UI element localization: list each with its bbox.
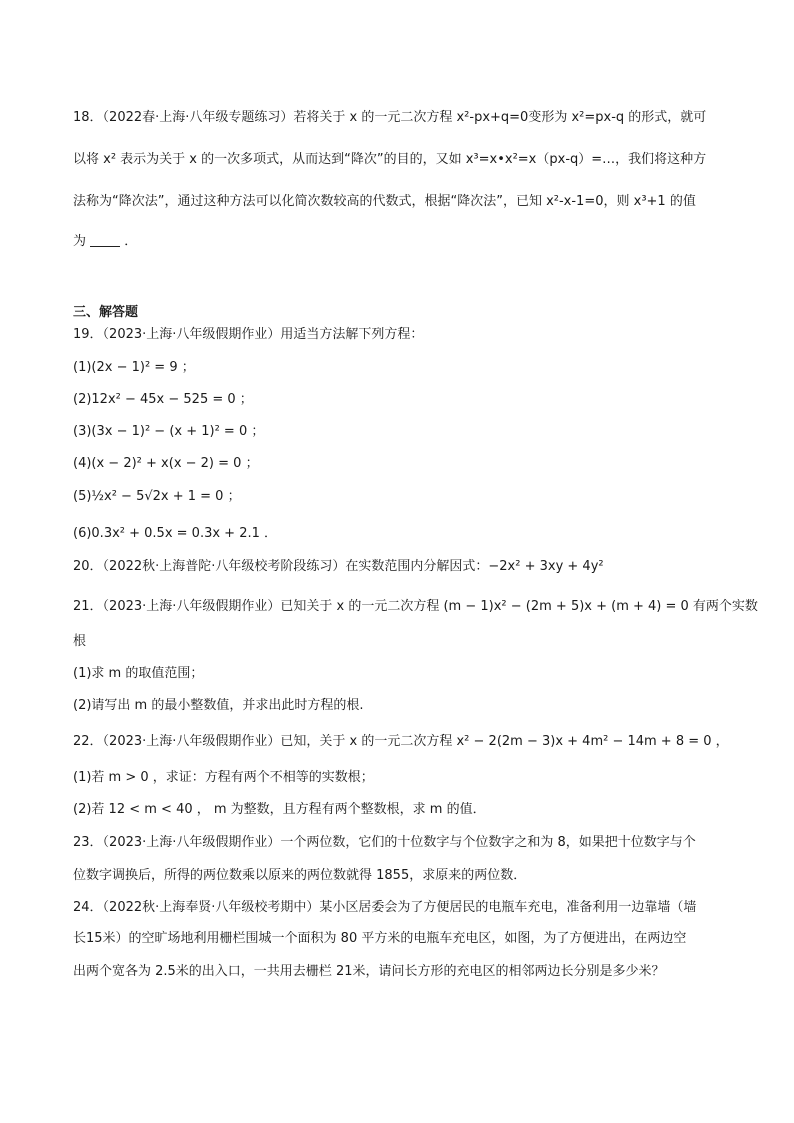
- q18-line-3: 法称为“降次法”，通过这种方法可以化简次数较高的代数式，根据“降次法”，已知 x²-x-1=0，则 x³+1 的值: [73, 194, 696, 209]
- q19-stem: 19．（2023·上海·八年级假期作业）用适当方法解下列方程：: [73, 327, 424, 342]
- q18-line-4-prefix: 为: [73, 234, 87, 249]
- q19-item-3: (3)(3x − 1)² − (x + 1)² = 0 ；: [73, 424, 265, 439]
- q19-item-4: (4)(x − 2)² + x(x − 2) = 0 ；: [73, 456, 259, 471]
- q20-stem: 20．（2022秋·上海普陀·八年级校考阶段练习）在实数范围内分解因式：−2x² + 3xy + 4y²: [73, 559, 604, 574]
- q19-item-5: (5)½x² − 5√2x + 1 = 0 ；: [73, 489, 241, 504]
- q24-line-2: 长15米）的空旷场地利用栅栏围城一个面积为 80 平方米的电瓶车充电区，如图，为了方便进出，在两边空: [73, 931, 687, 946]
- q19-item-2: (2)12x² − 45x − 525 = 0 ；: [73, 392, 253, 407]
- q21-line-1: 21．（2023·上海·八年级假期作业）已知关于 x 的一元二次方程 (m − 1)x² − (2m + 5)x + (m + 4) = 0 有两个实数: [73, 599, 758, 614]
- q24-line-1: 24．（2022秋·上海奉贤·八年级校考期中）某小区居委会为了方便居民的电瓶车充电，准备利用一边靠墙（墙: [73, 900, 697, 915]
- q22-line-1: 22．（2023·上海·八年级假期作业）已知，关于 x 的一元二次方程 x² − 2(2m − 3)x + 4m² − 14m + 8 = 0 ，: [73, 734, 729, 749]
- q21-sub-2: (2)请写出 m 的最小整数值，并求出此时方程的根.: [73, 698, 364, 713]
- q22-sub-1: (1)若 m > 0 ，求证：方程有两个不相等的实数根；: [73, 770, 374, 785]
- q18-line-2: 以将 x² 表示为关于 x 的一次多项式，从而达到“降次”的目的，又如 x³=x•x²=x（px-q）=…，我们将这种方: [73, 152, 707, 167]
- section-title: 三、解答题: [73, 305, 139, 320]
- q19-item-6: (6)0.3x² + 0.5x = 0.3x + 2.1 ．: [73, 526, 278, 541]
- q21-line-2: 根: [73, 634, 87, 649]
- q18-line-4: [73, 232, 723, 252]
- q22-sub-2: (2)若 12 < m < 40 ， m 为整数，且方程有两个整数根，求 m 的值．: [73, 802, 486, 817]
- q23-line-1: 23．（2023·上海·八年级假期作业）一个两位数，它们的十位数字与个位数字之和为 8，如果把十位数字与个: [73, 835, 696, 850]
- q23-line-2: 位数字调换后，所得的两位数乘以原来的两位数就得 1855，求原来的两位数．: [73, 868, 527, 883]
- q18-line-4-suffix: ．: [124, 234, 138, 249]
- q19-item-1: (1)(2x − 1)² = 9 ；: [73, 360, 195, 375]
- answer-blank[interactable]: [90, 232, 120, 247]
- q18-line-1: 18．（2022春·上海·八年级专题练习）若将关于 x 的一元二次方程 x²-px+q=0变形为 x²=px-q 的形式，就可: [73, 110, 707, 125]
- q21-sub-1: (1)求 m 的取值范围；: [73, 666, 204, 681]
- q24-line-3: 出两个宽各为 2.5米的出入口，一共用去栅栏 21米，请问长方形的充电区的相邻两边长分别是多少米？: [73, 964, 665, 979]
